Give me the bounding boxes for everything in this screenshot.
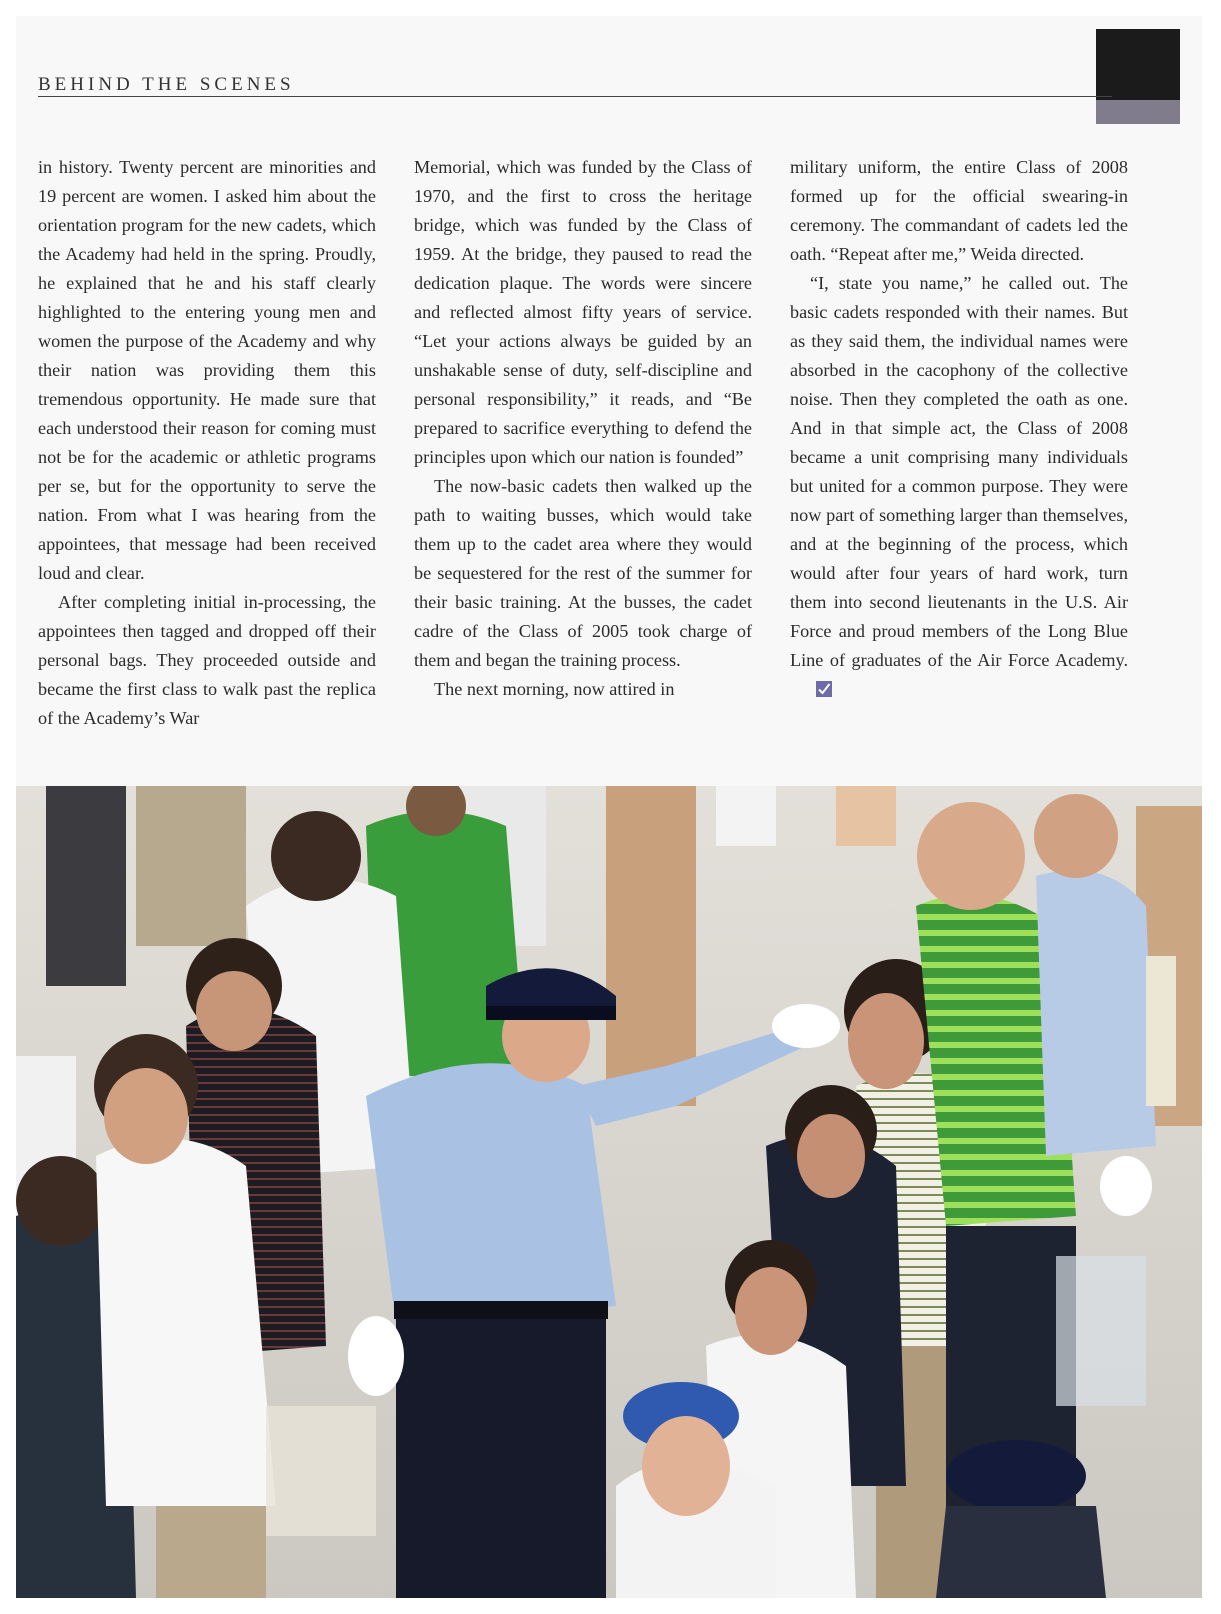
paragraph: Memorial, which was funded by the Class of 1970, and the first to cross the heritage bridge, which was funded by the Class of 1959. At the bridge, they paused to read the dedication plaque. The words were sincere and reflected almost fifty years of service. “Let your actions always be guided by an unshakable sense of duty, self-discipline and personal responsibility,” it reads, and “Be prepared to sacrifice everything to defend the principles upon which our nation is founded” — [414, 157, 752, 467]
paragraph: military uniform, the entire Class of 2008 formed up for the official swearing-in ceremony. The commandant of cadets led the oath. “Repeat after me,” Weida directed. — [790, 157, 1128, 264]
checkmark-box-icon — [796, 677, 812, 693]
magazine-page — [16, 16, 1202, 1598]
ceremony-photo — [16, 786, 1202, 1598]
header-rule — [38, 96, 1112, 97]
photo-illustration — [16, 786, 1202, 1598]
paragraph: The now-basic cadets then walked up the path to waiting busses, which would take them up to the cadet area where they would be sequestered for the rest of the summer for their basic training. At the busses, the cadet cadre of the Class of 2005 took charge of them and began the training process. — [414, 476, 752, 670]
corner-decoration-block — [1096, 29, 1180, 100]
text-column-3 — [790, 153, 1128, 704]
paragraph: The next morning, now attired in — [434, 679, 675, 699]
paragraph-text: “I, state you name,” he called out. The basic cadets responded with their names. But as they said them, the individual names were absorbed in the cacophony of the collective noise. Then they completed the oath as one. And in that simple act, the Class of 2008 became a unit comprising many individuals but united for a common purpose. They were now part of something larger than themselves, and at the beginning of the process, which would after four years of hard work, turn them into second lieutenants in the U.S. Air Force and proud members of the Long Blue Line of graduates of the Air Force Academy. — [790, 273, 1128, 670]
text-column-2 — [414, 153, 752, 704]
corner-decoration-bar — [1096, 100, 1180, 124]
paragraph: After completing initial in-processing, the appointees then tagged and dropped off their personal bags. They proceeded outside and became the first class to walk past the replica of the Academy’s War — [38, 592, 376, 728]
paragraph: in history. Twenty percent are minorities and 19 percent are women. I asked him about the orientation program for the new cadets, which the Academy had held in the spring. Proudly, he explained that he and his staff clearly highlighted to the entering young men and women the purpose of the Academy and why their nation was providing them this tremendous opportunity. He made sure that each understood their reason for coming must not be for the academic or athletic programs per se, but for the opportunity to serve the nation. From what I was hearing from the appointees, that message had been received loud and clear. — [38, 157, 376, 583]
section-title: BEHIND THE SCENES — [38, 74, 295, 95]
paragraph-final — [790, 269, 1128, 704]
text-column-1 — [38, 153, 376, 733]
